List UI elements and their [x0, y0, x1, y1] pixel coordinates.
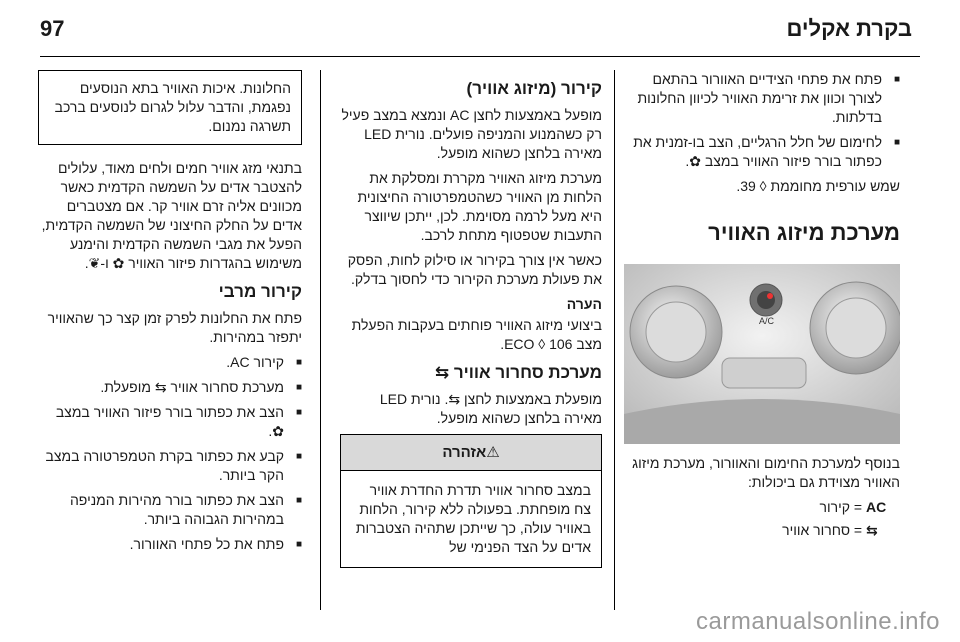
subsection-title: קירור (מיזוג אוויר) [466, 79, 602, 98]
bullet-item: ■ לחימום של חלל הרגליים, הצב בו-זמנית את כפתור בורר פיזור האוויר במצב ✿. [624, 133, 900, 171]
column-divider [614, 70, 615, 610]
paragraph: כאשר אין צורך בקירור או סילוק לחות, הפסק את פעולת מערכת הקירור כדי לחסוך בדלק. [347, 252, 602, 287]
page-title: בקרת אקלים [786, 16, 912, 41]
feature-recirculation [624, 521, 900, 540]
subsection-title: מערכת סחרור אוויר ⇆ [434, 363, 602, 382]
ac-button-label: A/C [758, 316, 774, 326]
watermark: carmanualsonline.info [696, 608, 940, 635]
paragraph: מופעלת באמצעות לחצן ⇆. נורית LED מאירה בלחצן כשהוא מופעל. [379, 391, 602, 426]
feature-cooling [624, 498, 900, 517]
warning-box [340, 434, 602, 568]
page-number: 97 [40, 16, 65, 41]
column-divider [320, 70, 321, 610]
warning-title: ⚠אזהרה [341, 435, 601, 471]
section-title: מערכת מיזוג האוויר [708, 220, 900, 245]
subsection-title: קירור מרבי [218, 282, 302, 301]
bullet-item: ■ הצב את כפתור בורר מהירות המניפה במהירות הגבוהה ביותר. [38, 491, 302, 529]
paragraph: מערכת מיזוג האוויר מקררת ומסלקת את הלחות מן האוויר כשהטמפרטורה החיצונית היא מעל לרמה מסוימת. לכן, ייתכן שיווצר התעבות שטפטוף מתחת לרכב. [357, 170, 602, 243]
features-intro: בנוסף למערכת החימום והאוורור, מערכת מיזוג האוויר מצוידת גם ביכולות: [632, 455, 900, 490]
warning-body: במצב סחרור אוויר תדרת החדרת אוויר צח מופחתת. בפעולה ללא קירור, הלחות באוויר עולה, כך שייתכן שתהיה הצטברות אדים על הצד הפנימי של [355, 482, 591, 555]
bullet-item: ■ פתח את פתחי הצידיים האוורור בהתאם לצורך וכוון את זרימת האוויר לכיוון החלונות בדלתות. [624, 70, 900, 127]
paragraph: מופעל באמצעות לחצן AC ונמצא במצב פעיל רק כשהמנוע והמניפה פועלים. נורית LED מאירה בלחצן כשהוא מופעל. [341, 107, 602, 161]
bullet-item: ■ קירור AC. [38, 353, 302, 372]
page-header [40, 14, 920, 50]
note-body: ביצועי מיזוג האוויר פוחתים בעקבות הפעלת מצב ECO ◊ 106. [351, 317, 602, 352]
header-rule [40, 56, 920, 57]
bullet-item: ■ מערכת סחרור אוויר ⇆ מופעלת. [38, 378, 302, 397]
see-reference: שמש עורפית מחוממת ◊ 39. [736, 178, 900, 194]
bullet-item: ■ הצב את כפתור בורר פיזור האוויר במצב ✿. [38, 403, 302, 441]
note-title: הערה [566, 296, 602, 312]
feature-key: AC [866, 499, 887, 515]
ac-control-panel-photo [624, 264, 900, 444]
bullet-item: ■ קבע את כפתור בקרת הטמפרטורה במצב הקר ביותר. [38, 447, 302, 485]
feature-key: ⇆ [866, 522, 878, 538]
feature-value: = סחרור אוויר [782, 522, 863, 538]
left-column [38, 70, 302, 560]
bullet-item: ■ פתח את כל פתחי האוורור. [38, 535, 302, 554]
paragraph: פתח את החלונות לפרק זמן קצר כך שהאוויר יתפזר במהירות. [47, 310, 302, 345]
paragraph: בתנאי מזג אוויר חמים ולחים מאוד, עלולים להצטבר אדים על השמשה הקדמית כאשר מכוונים אליה זרם אוויר קר. אם מצטברים אדים על החלק החיצוני של השמשה הקדמית, הפעל את מגבי השמשה הקדמית והימנע משימוש בהגדרות פיזור האוויר ✿ ו-❦. [41, 160, 302, 271]
right-column [624, 70, 900, 544]
middle-column [340, 70, 602, 568]
feature-value: = קירור [819, 499, 863, 515]
control-panel-image [624, 264, 900, 444]
warning-continuation-box: החלונות. איכות האוויר בתא הנוסעים נפגמת, והדבר עלול לגרום לנוסעים ברכב תשרגה נמנום. [38, 70, 302, 145]
